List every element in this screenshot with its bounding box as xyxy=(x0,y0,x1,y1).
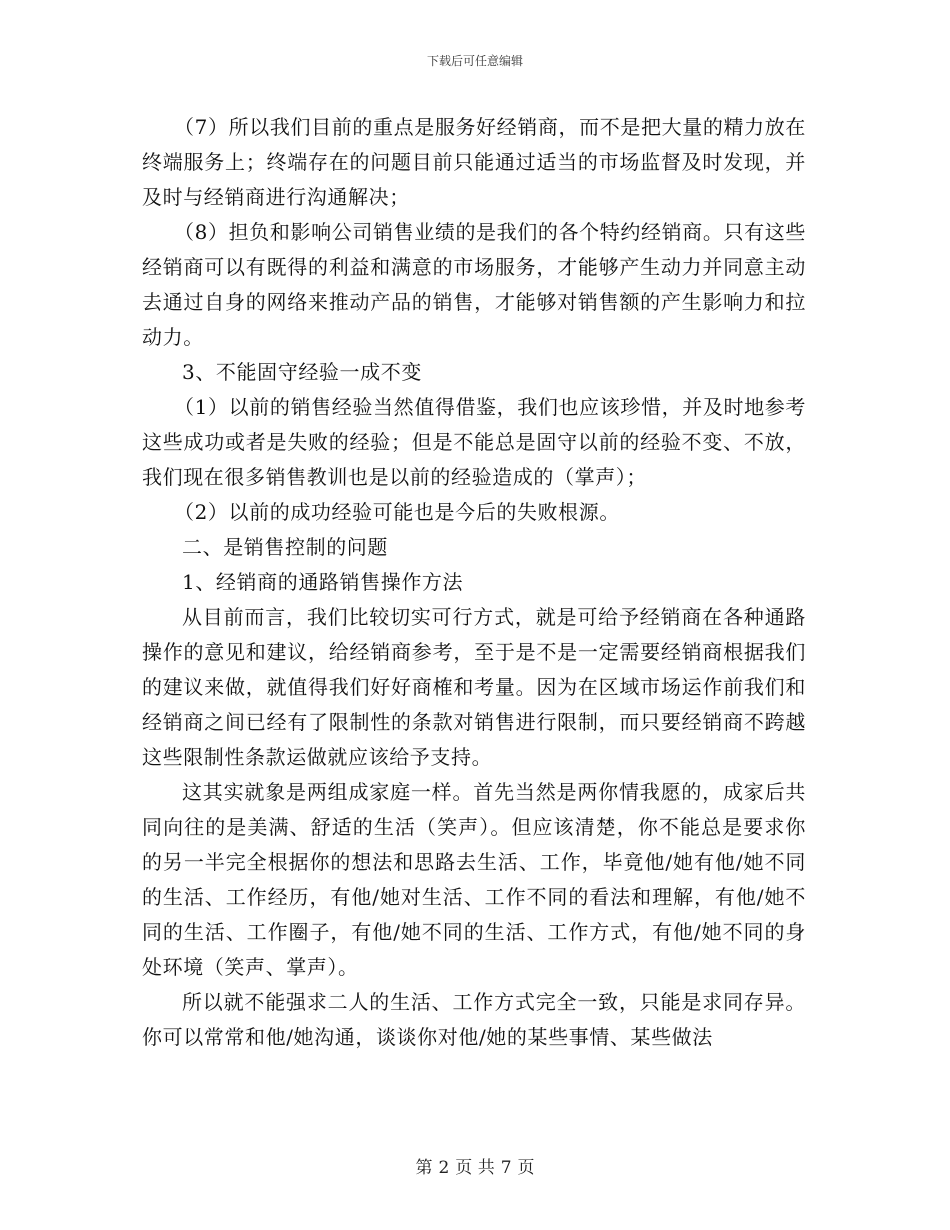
paragraph-item-7: （7）所以我们目前的重点是服务好经销商，而不是把大量的精力放在终端服务上；终端存在的问题目前只能通过适当的市场监督及时发现，并及时与经销商进行沟通解决； xyxy=(142,115,806,209)
paragraph-item-2: （2）以前的成功经验可能也是今后的失败根源。 xyxy=(174,500,620,524)
footer-page-number: 2 xyxy=(438,1158,450,1178)
document-body xyxy=(142,110,806,1055)
paragraph: 这其实就象是两组成家庭一样。首先当然是两你情我愿的，成家后共同向往的是美满、舒适的生活（笑声）。但应该清楚，你不能总是要求你的另一半完全根据你的想法和思路去生活、工作，毕竟他/她有他/她不同的生活、工作经历，有他/她对生活、工作不同的看法和理解，有他/她不同的生活、工作圈子，有他/她不同的生活、工作方式，有他/她不同的身处环境（笑声、掌声）。 xyxy=(142,780,806,979)
section-heading-3: 3、不能固守经验一成不变 xyxy=(182,360,422,384)
subsection-heading-1: 1、经销商的通路销售操作方法 xyxy=(182,570,464,594)
footer-middle: 页 共 xyxy=(455,1158,495,1178)
page-header: 下载后可任意编辑 xyxy=(426,54,523,68)
footer-total-pages: 7 xyxy=(500,1158,512,1178)
paragraph: 从目前而言，我们比较切实可行方式，就是可给予经销商在各种通路操作的意见和建议，给经销商参考，至于是不是一定需要经销商根据我们的建议来做，就值得我们好好商榷和考量。因为在区域市场运作前我们和经销商之间已经有了限制性的条款对销售进行限制，而只要经销商不跨越这些限制性条款运做就应该给予支持。 xyxy=(142,605,806,769)
paragraph-item-8: （8）担负和影响公司销售业绩的是我们的各个特约经销商。只有这些经销商可以有既得的利益和满意的市场服务，才能够产生动力并同意主动去通过自身的网络来推动产品的销售，才能够对销售额的产生影响力和拉动力。 xyxy=(142,220,806,349)
footer-prefix: 第 xyxy=(415,1158,433,1178)
footer-suffix: 页 xyxy=(517,1158,535,1178)
paragraph-item-1: （1）以前的销售经验当然值得借鉴，我们也应该珍惜，并及时地参考这些成功或者是失败的经验；但是不能总是固守以前的经验不变、不放，我们现在很多销售教训也是以前的经验造成的（掌声）； xyxy=(142,395,806,489)
page-footer xyxy=(0,1153,950,1178)
paragraph: 所以就不能强求二人的生活、工作方式完全一致，只能是求同存异。你可以常常和他/她沟通，谈谈你对他/她的某些事情、某些做法 xyxy=(142,990,806,1049)
section-heading-2: 二、是销售控制的问题 xyxy=(182,535,388,559)
